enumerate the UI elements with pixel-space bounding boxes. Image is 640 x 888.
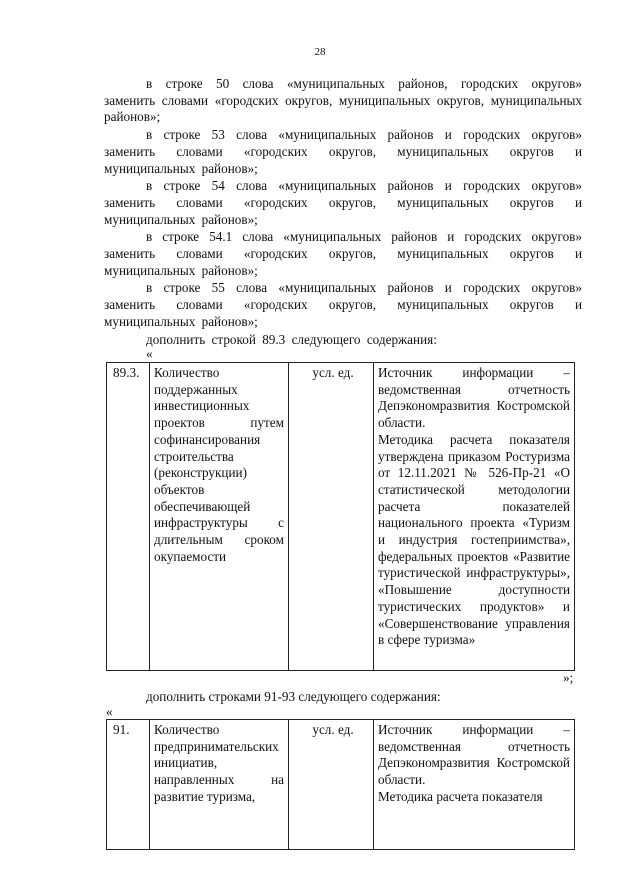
paragraph-line-54: в строке 54 слова «муниципальных районов и городских округов» заменить словами «городских округов, муниципальных округов и муниципальных районов»; <box>104 178 582 227</box>
table-row-91 <box>106 719 575 850</box>
unit-of-measure: усл. ед. <box>289 720 374 850</box>
open-quote: « <box>106 704 113 719</box>
methodology-info: Методика расчета показателя утверждена приказом Ростуризма от 12.11.2021 № 526-Пр-21 «О статистической методологии расчета показателей национального проекта «Туризм и индустрия гостеприимства», федеральных проектов «Развитие туристической инфраструктуры», «Повышение доступности туристических продуктов» и «Совершенствование управления в сфере туризма» <box>378 431 570 648</box>
source-cell <box>374 720 575 850</box>
methodology-info: Методика расчета показателя <box>378 788 543 804</box>
paragraph-line-55: в строке 55 слова «муниципальных районов и городских округов» заменить словами «городских округов, муниципальных округов и муниципальных районов»; <box>104 280 582 329</box>
paragraph-line-54-1: в строке 54.1 слова «муниципальных районов и городских округов» заменить словами «городских округов, муниципальных округов и муниципальных районов»; <box>104 229 582 278</box>
unit-of-measure: усл. ед. <box>289 363 374 671</box>
page-number: 28 <box>314 46 326 58</box>
paragraph-add-row-89-3: дополнить строкой 89.3 следующего содержания: <box>146 331 437 347</box>
table-row <box>107 363 575 671</box>
open-quote: « <box>146 346 153 361</box>
paragraph-line-50: в строке 50 слова «муниципальных районов, городских округов» заменить словами «городских округов, муниципальных округов, муниципальных районов»; <box>104 76 582 125</box>
close-quote: »; <box>563 670 574 685</box>
paragraph-line-53: в строке 53 слова «муниципальных районов и городских округов» заменить словами «городских округов, муниципальных округов и муниципальных районов»; <box>104 127 582 176</box>
row-number: 91. <box>107 720 150 850</box>
source-cell <box>374 363 575 671</box>
paragraph-add-rows-91-93: дополнить строками 91-93 следующего содержания: <box>146 689 441 704</box>
table-row <box>107 720 575 850</box>
indicator-name: Количество поддержанных инвестиционных проектов путем софинансирования строительства (реконструкции) объектов обеспечивающей инфраструктуры с длительным сроком окупаемости <box>150 363 289 671</box>
indicator-name: Количество предпринимательских инициатив, направленных на развитие туризма, <box>150 720 289 850</box>
table-row-89-3 <box>106 362 575 671</box>
document-body <box>104 76 582 349</box>
source-info: Источник информации – ведомственная отчетность Депэкономразвития Костромской области. <box>378 722 570 788</box>
source-info: Источник информации – ведомственная отчетность Депэкономразвития Костромской области. <box>378 365 570 431</box>
row-number: 89.3. <box>107 363 150 671</box>
